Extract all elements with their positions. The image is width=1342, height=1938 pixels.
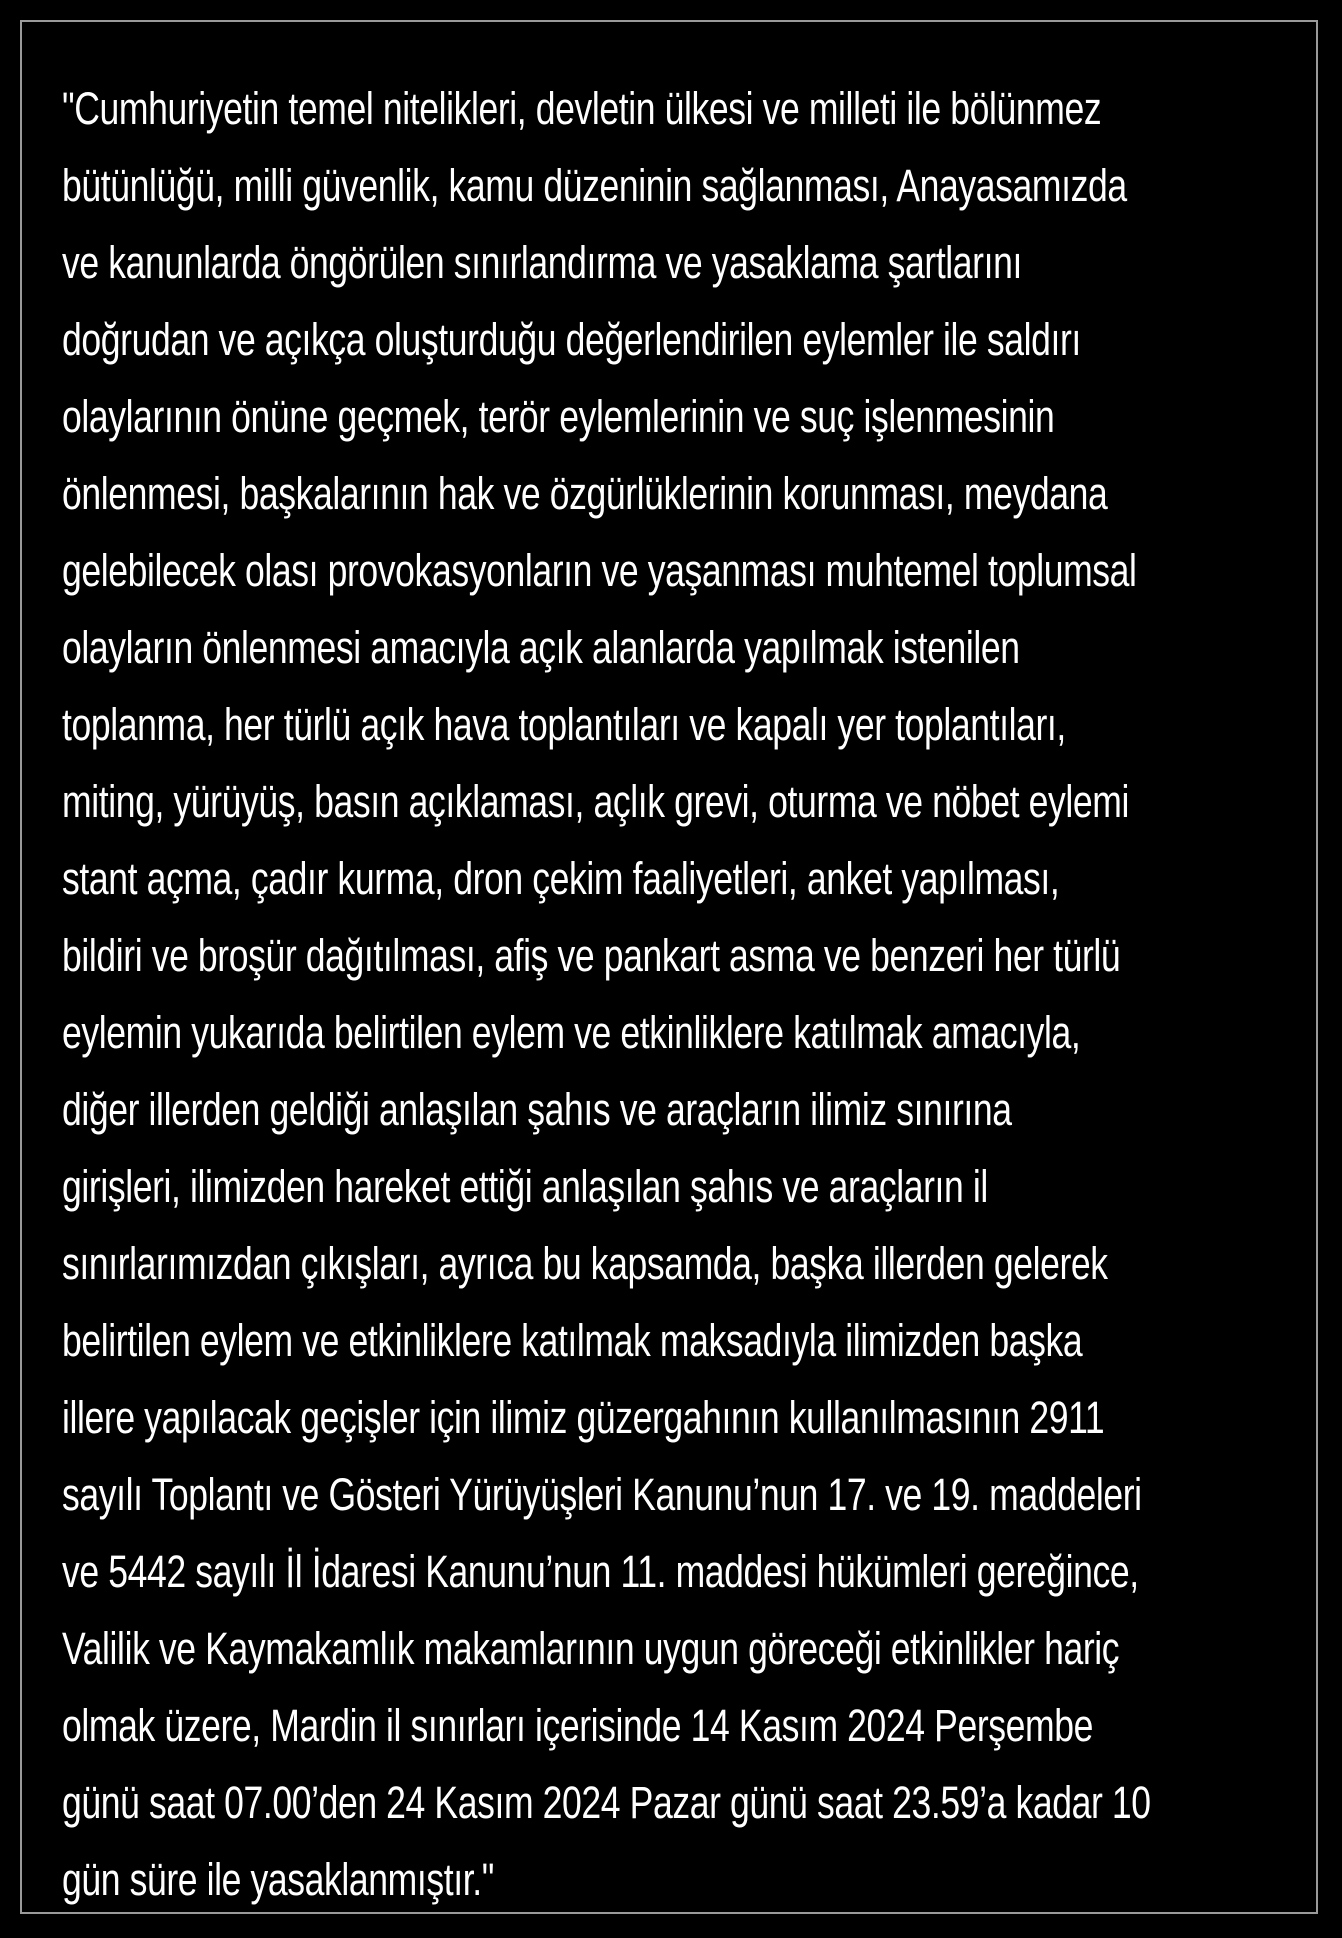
quote-line: eylemin yukarıda belirtilen eylem ve etkinliklere katılmak amacıyla,: [62, 1007, 1081, 1058]
quote-line: önlenmesi, başkalarının hak ve özgürlüklerinin korunması, meydana: [62, 468, 1108, 519]
quote-line: girişleri, ilimizden hareket ettiği anlaşılan şahıs ve araçların il: [62, 1161, 988, 1212]
quote-line: olmak üzere, Mardin il sınırları içerisinde 14 Kasım 2024 Perşembe: [62, 1700, 1094, 1751]
quote-line: illere yapılacak geçişler için ilimiz güzergahının kullanılmasının 2911: [62, 1392, 1105, 1443]
quote-line: olayların önlenmesi amacıyla açık alanlarda yapılmak istenilen: [62, 622, 1020, 673]
quote-line: stant açma, çadır kurma, dron çekim faaliyetleri, anket yapılması,: [62, 853, 1060, 904]
quote-line: sayılı Toplantı ve Gösteri Yürüyüşleri Kanunu’nun 17. ve 19. maddeleri: [62, 1469, 1142, 1520]
quote-line: gün süre ile yasaklanmıştır.": [62, 1854, 494, 1905]
quote-text: [62, 70, 1342, 1918]
quote-line: ve 5442 sayılı İl İdaresi Kanunu’nun 11. maddesi hükümleri gereğince,: [62, 1546, 1139, 1597]
quote-line: ve kanunlarda öngörülen sınırlandırma ve yasaklama şartlarını: [62, 237, 1022, 288]
quote-line: olaylarının önüne geçmek, terör eylemlerinin ve suç işlenmesinin: [62, 391, 1055, 442]
quote-line: miting, yürüyüş, basın açıklaması, açlık grevi, oturma ve nöbet eylemi: [62, 776, 1129, 827]
quote-line: diğer illerden geldiği anlaşılan şahıs ve araçların ilimiz sınırına: [62, 1084, 1012, 1135]
quote-line: sınırlarımızdan çıkışları, ayrıca bu kapsamda, başka illerden gelerek: [62, 1238, 1108, 1289]
quote-line: toplanma, her türlü açık hava toplantıları ve kapalı yer toplantıları,: [62, 699, 1066, 750]
quote-line: günü saat 07.00’den 24 Kasım 2024 Pazar günü saat 23.59’a kadar 10: [62, 1777, 1151, 1828]
quote-line: "Cumhuriyetin temel nitelikleri, devletin ülkesi ve milleti ile bölünmez: [62, 83, 1102, 134]
quote-line: belirtilen eylem ve etkinliklere katılmak maksadıyla ilimizden başka: [62, 1315, 1083, 1366]
quote-line: gelebilecek olası provokasyonların ve yaşanması muhtemel toplumsal: [62, 545, 1137, 596]
quote-line: bütünlüğü, milli güvenlik, kamu düzeninin sağlanması, Anayasamızda: [62, 160, 1127, 211]
quote-line: Valilik ve Kaymakamlık makamlarının uygun göreceği etkinlikler hariç: [62, 1623, 1120, 1674]
quote-line: bildiri ve broşür dağıtılması, afiş ve pankart asma ve benzeri her türlü: [62, 930, 1121, 981]
quote-line: doğrudan ve açıkça oluşturduğu değerlendirilen eylemler ile saldırı: [62, 314, 1081, 365]
